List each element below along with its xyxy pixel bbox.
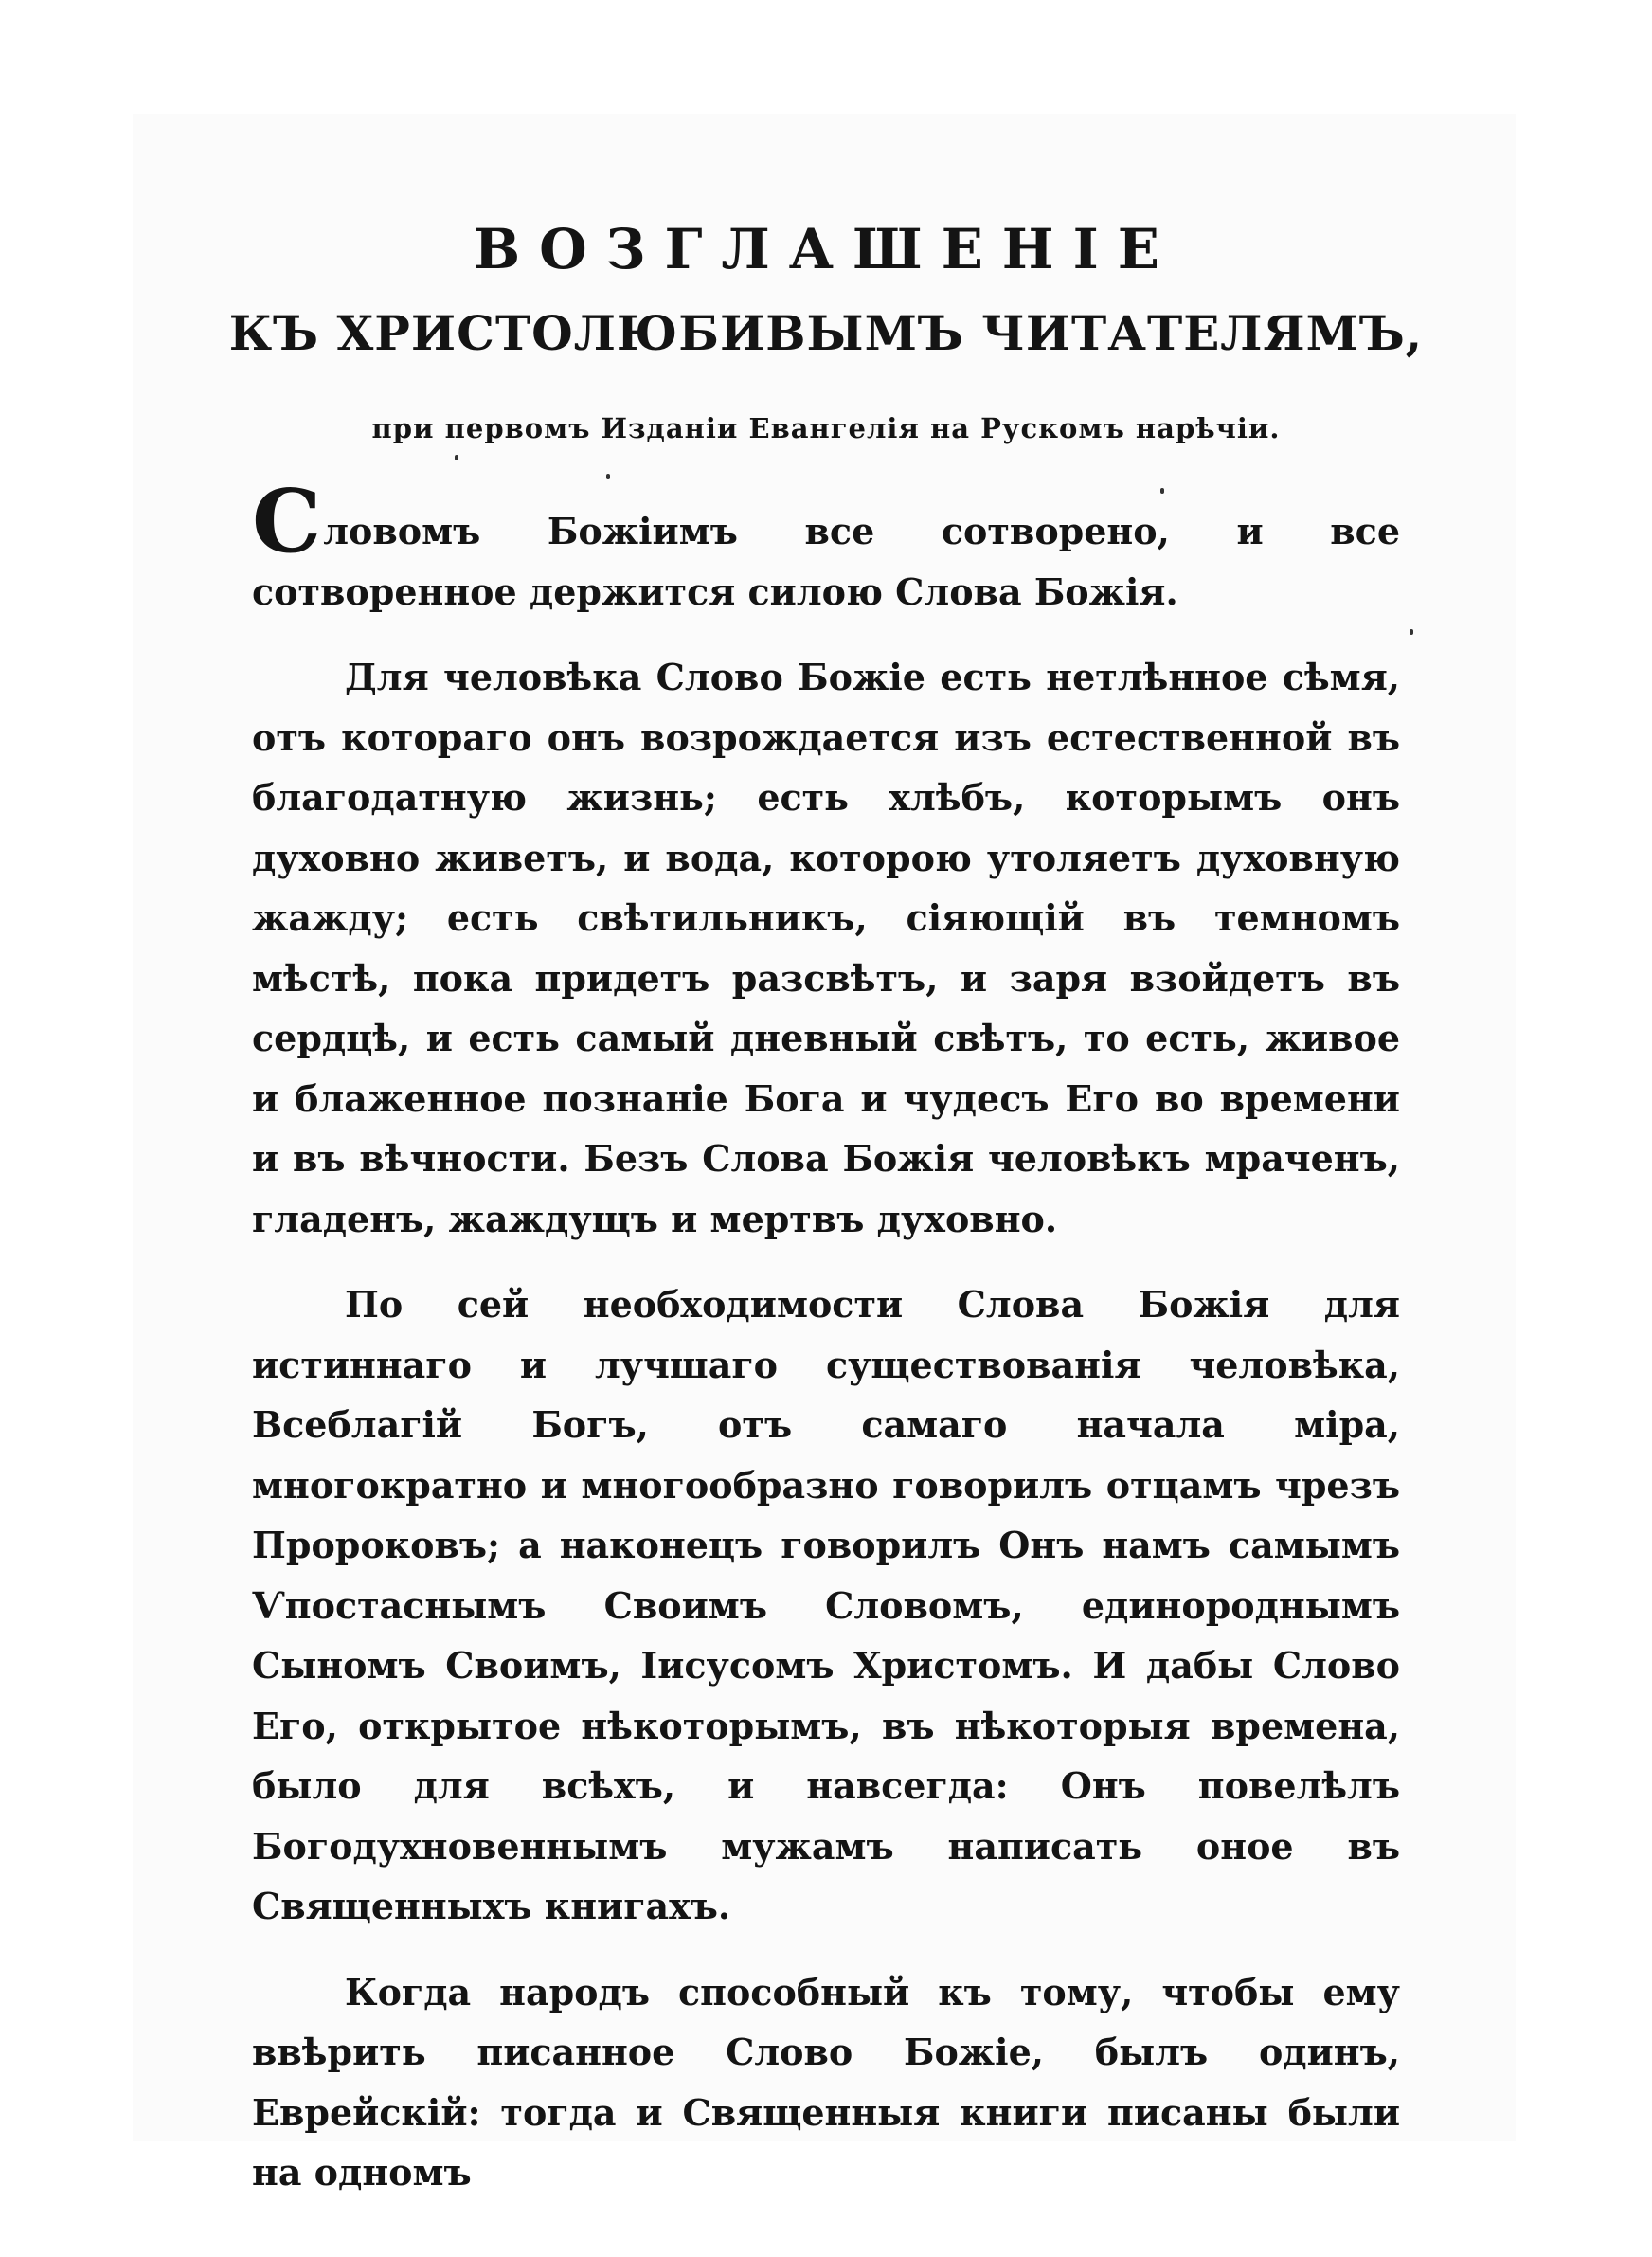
- drop-cap: С: [252, 470, 322, 572]
- page-subtitle: КЪ ХРИСТОЛЮБИВЫМЪ ЧИТАТЕЛЯМЪ,: [228, 305, 1424, 361]
- scan-speck: [1410, 629, 1413, 635]
- paragraph-4: Когда народъ способный къ тому, чтобы ему ввѣрить писанное Слово Божіе, былъ одинъ, Еврейскій: тогда и Священныя книги писаны были на одномъ: [252, 1970, 1400, 2194]
- page-title: ВОЗГЛАШЕНІЕ: [474, 217, 1178, 281]
- scan-speck: [455, 455, 458, 460]
- edition-note: при первомъ Изданіи Евангелія на Рускомъ нарѣчіи.: [371, 412, 1281, 444]
- body-text: [252, 470, 1400, 2229]
- scan-speck: [1160, 488, 1164, 494]
- scan-speck: [606, 474, 610, 479]
- paragraph-2: Для человѣка Слово Божіе есть нетлѣнное сѣмя, отъ котораго онъ возрождается изъ естественной въ благодатную жизнь; есть хлѣбъ, которымъ онъ духовно живетъ, и вода, которою утоляетъ духовную жажду; есть свѣтильникъ, сіяющій въ темномъ мѣстѣ, пока придетъ разсвѣтъ, и заря взойдетъ въ сердцѣ, и есть самый дневный свѣтъ, то есть, живое и блаженное познаніе Бога и чудесъ Его во времени и въ вѣчности. Безъ Слова Божія человѣкъ мраченъ, гладенъ, жаждущъ и мертвъ духовно.: [252, 656, 1400, 1240]
- paragraph-1-text: ловомъ Божіимъ все сотворено, и все сотворенное держится силою Слова Божія.: [252, 510, 1400, 613]
- paragraph-3: По сей необходимости Слова Божія для истиннаго и лучшаго существованія человѣка, Всеблагій Богъ, отъ самаго начала міра, многократно и многообразно говорилъ отцамъ чрезъ Пророковъ; а наконецъ говорилъ Онъ намъ самымъ Ѵпостаснымъ Своимъ Словомъ, единороднымъ Сыномъ Своимъ, Іисусомъ Христомъ. И дабы Слово Его, открытое нѣкоторымъ, въ нѣкоторыя времена, было для всѣхъ, и навсегда: Онъ повелѣлъ Богодухновеннымъ мужамъ написать оное въ Священныхъ книгахъ.: [252, 1283, 1400, 1927]
- paragraph-1: [252, 470, 1400, 622]
